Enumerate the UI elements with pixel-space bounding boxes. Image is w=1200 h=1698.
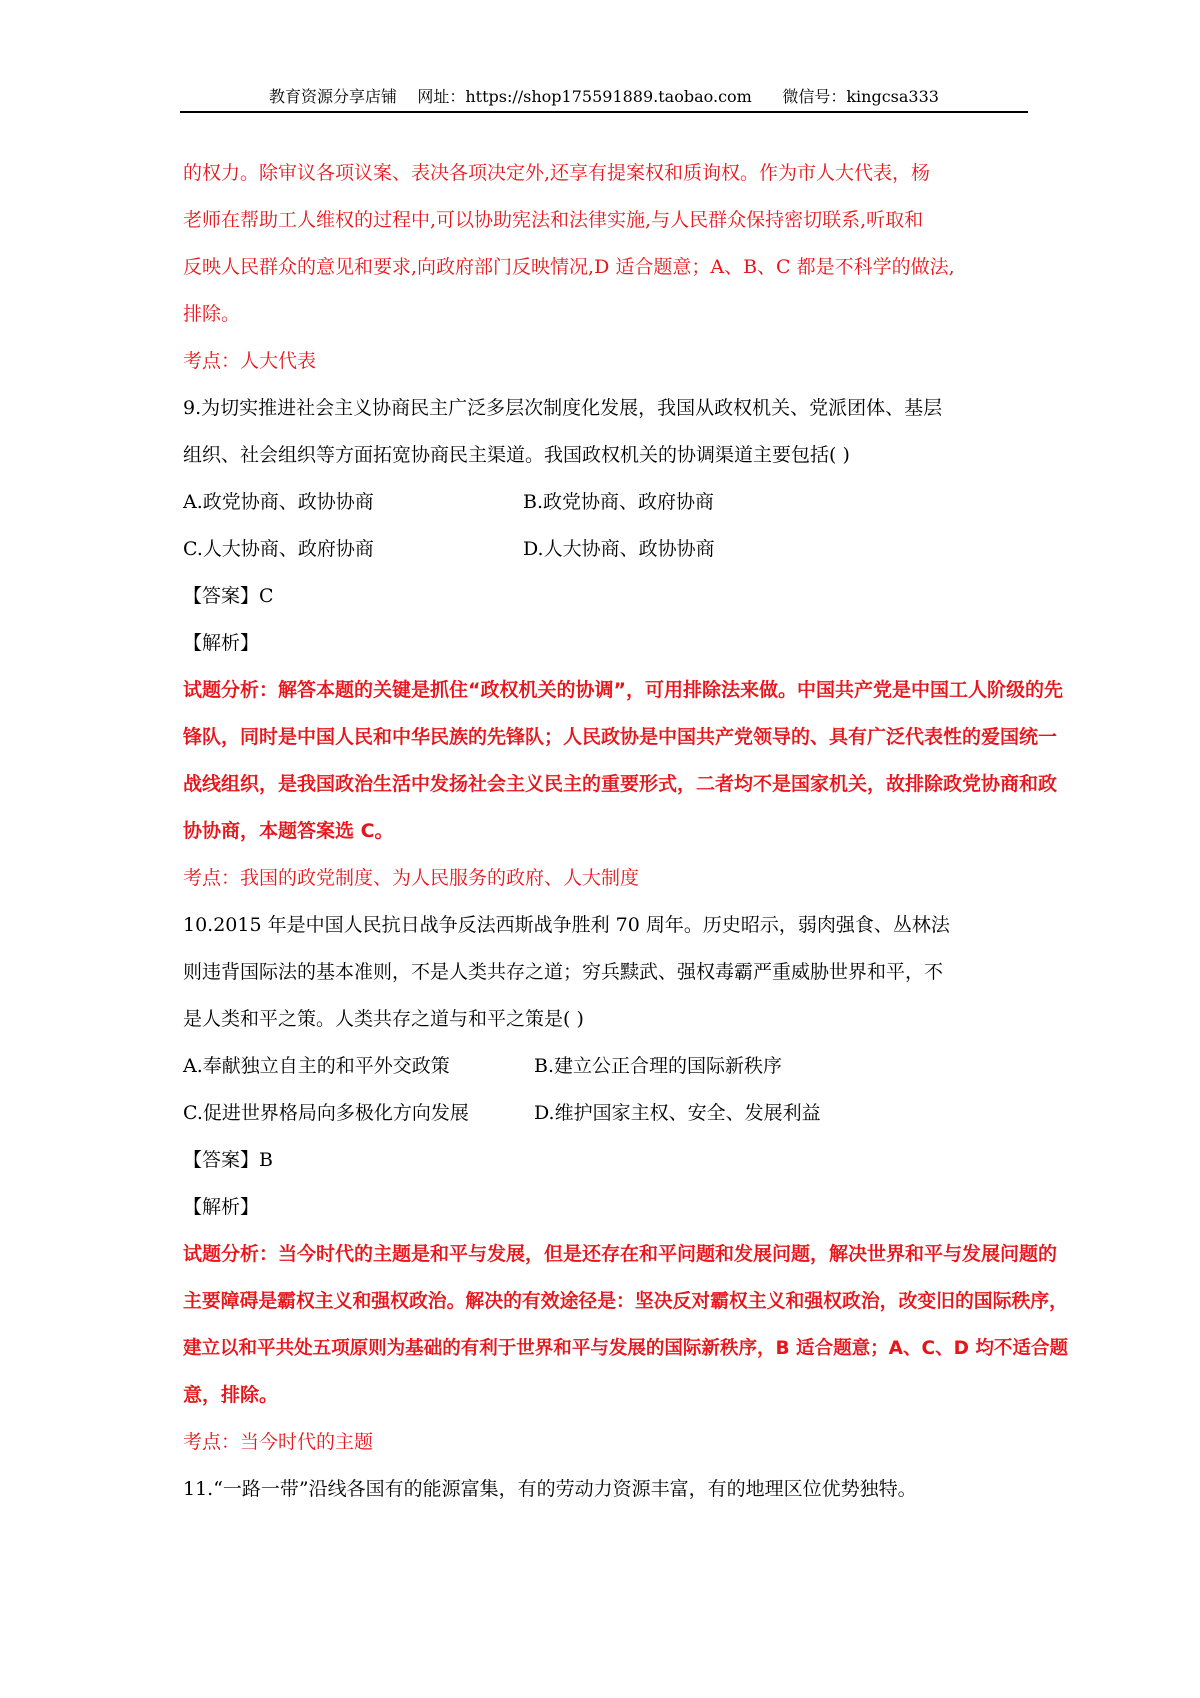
answer — [183, 1137, 1033, 1184]
options-row — [183, 1090, 1033, 1137]
option-c: C.人大协商、政府协商 — [183, 538, 374, 560]
question-stem: 10.2015 年是中国人民抗日战争反法西斯战争胜利 70 周年。历史昭示，弱肉强食、丛林法 — [183, 914, 950, 936]
options-row — [183, 479, 1033, 526]
analysis-line: 排除。 — [183, 303, 241, 325]
option-d: D.人大协商、政协协商 — [523, 538, 715, 560]
question-stem: 是人类和平之策。人类共存之道与和平之策是( ) — [183, 1008, 584, 1030]
analysis-line: 试题分析：当今时代的主题是和平与发展，但是还存在和平问题和发展问题，解决世界和平与发展问题的 — [183, 1243, 1058, 1265]
answer-label: 【答案】 — [183, 585, 260, 607]
answer-label: 【答案】 — [183, 1149, 260, 1171]
analysis-line: 战线组织，是我国政治生活中发扬社会主义民主的重要形式，二者均不是国家机关，故排除政党协商和政 — [183, 773, 1058, 795]
analysis-label: 【解析】 — [183, 1196, 260, 1218]
option-d: D.维护国家主权、安全、发展利益 — [534, 1102, 821, 1124]
option-c: C.促进世界格局向多极化方向发展 — [183, 1102, 469, 1124]
option-b: B.建立公正合理的国际新秩序 — [534, 1055, 783, 1077]
analysis-line: 试题分析：解答本题的关键是抓住“政权机关的协调”，可用排除法来做。中国共产党是中国工人阶级的先 — [183, 679, 1063, 701]
header-url: 网址：https://shop175591889.taobao.com — [417, 87, 752, 106]
analysis-line: 反映人民群众的意见和要求,向政府部门反映情况,D 适合题意；A、B、C 都是不科学的做法, — [183, 256, 955, 278]
header-rule — [180, 111, 1028, 113]
option-a: A.奉献独立自主的和平外交政策 — [183, 1055, 450, 1077]
document-body — [183, 150, 1068, 1513]
kaodian: 考点：我国的政党制度、为人民服务的政府、人大制度 — [183, 867, 640, 889]
answer — [183, 573, 1033, 620]
question-10 — [183, 902, 1068, 1466]
analysis-line: 协协商，本题答案选 C。 — [183, 820, 394, 842]
analysis-line: 锋队，同时是中国人民和中华民族的先锋队；人民政协是中国共产党领导的、具有广泛代表性的爱国统一 — [183, 726, 1058, 748]
options-row — [183, 526, 1033, 573]
analysis-label: 【解析】 — [183, 632, 260, 654]
analysis-line: 主要障碍是霸权主义和强权政治。解决的有效途径是：坚决反对霸权主义和强权政治，改变旧的国际秩序， — [183, 1291, 1068, 1312]
question-stem: 组织、社会组织等方面拓宽协商民主渠道。我国政权机关的协调渠道主要包括( ) — [183, 444, 850, 466]
analysis-line: 老师在帮助工人维权的过程中,可以协助宪法和法律实施,与人民群众保持密切联系,听取和 — [183, 209, 924, 231]
question-11 — [183, 1466, 1033, 1513]
question-9 — [183, 385, 1063, 902]
prev-analysis — [183, 150, 1033, 338]
analysis-line: 意，排除。 — [183, 1384, 279, 1406]
kaodian: 考点：当今时代的主题 — [183, 1431, 374, 1453]
answer-value: B — [259, 1149, 273, 1171]
question-stem: 则违背国际法的基本准则，不是人类共存之道；穷兵黩武、强权毒霸严重威胁世界和平，不 — [183, 961, 944, 983]
answer-value: C — [259, 585, 274, 607]
page-header — [180, 84, 1028, 110]
header-shop: 教育资源分享店铺 — [269, 87, 398, 106]
option-a: A.政党协商、政协协商 — [183, 491, 374, 513]
kaodian: 考点：人大代表 — [183, 350, 317, 372]
question-stem: 11.“一路一带”沿线各国有的能源富集，有的劳动力资源丰富，有的地理区位优势独特。 — [183, 1478, 917, 1500]
question-stem: 9.为切实推进社会主义协商民主广泛多层次制度化发展，我国从政权机关、党派团体、基层 — [183, 397, 943, 419]
header-wechat: 微信号：kingcsa333 — [782, 87, 939, 106]
options-row — [183, 1043, 1033, 1090]
option-b: B.政党协商、政府协商 — [523, 491, 715, 513]
analysis-line: 的权力。除审议各项议案、表决各项决定外,还享有提案权和质询权。作为市人大代表，杨 — [183, 162, 931, 184]
analysis-line: 建立以和平共处五项原则为基础的有利于世界和平与发展的国际新秩序，B 适合题意；A、C、D 均不适合题 — [183, 1338, 1068, 1359]
